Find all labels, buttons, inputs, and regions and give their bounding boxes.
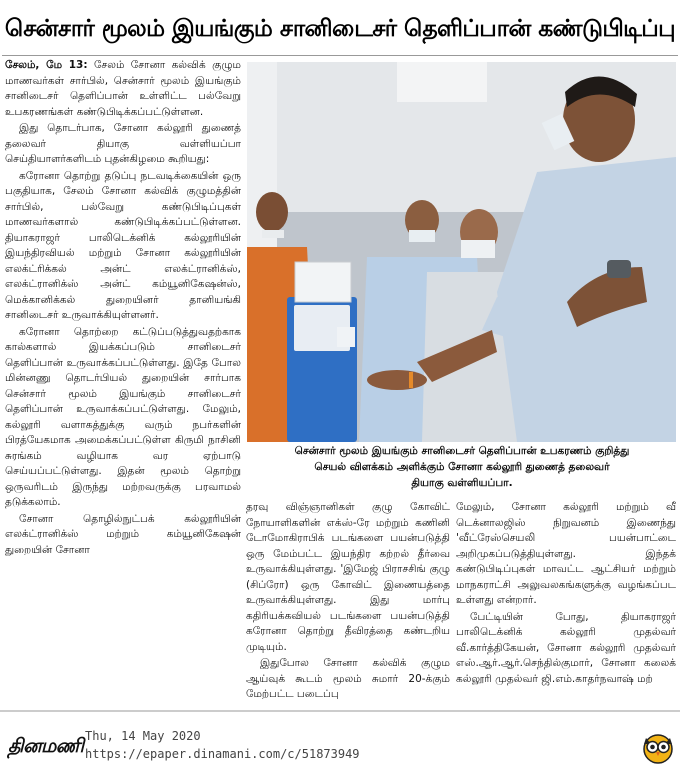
paragraph-3: கரோனா தொற்று தடுப்பு நடவடிக்கையின் ஒரு பகுதியாக, சேலம் சோனா கல்விக் குழுமத்தின் சார்பில், பல்வேறு கண்டுபிடிப்புகள் மாணவர்களால் கண்டுபிடிக்கப்பட்டுள்ளன. தியாகராஜர் பாலிடெக்னிக் கல்லூரியின் இயந்திரவியல் மற்றும் சோனா கல்லூரியின் எலக்ட்ரிக்கல் அன்ட் எலக்ட்ரானிக்ஸ், எலக்ட்ரானிக்ஸ் அன்ட் கம்யூனிகேஷன்ஸ், மெக்கானிக்கல் துறையினர் தானியங்கி சானிடைசர் உருவாக்கியுள்ளனர். (5, 169, 241, 321)
photo-caption (250, 443, 674, 495)
demo-scene-illustration (247, 62, 676, 442)
article-photo (247, 62, 676, 442)
paragraph-1 (5, 58, 241, 120)
dateline: சேலம், மே 13: (5, 59, 88, 71)
paragraph-6: தரவு விஞ்ஞானிகள் குழு கோவிட் நோயாளிகளின் எக்ஸ்-ரே மற்றும் கணினி டோமோகிராபிக் படங்களை பயன்படுத்தி ஒரு மேம்பட்ட இயந்திர கற்றல் தீர்வை உருவாக்கியுள்ளது. 'இமேஜ் பிராசசிங் குழு (சிப்ரோ) ஒரு கோவிட் இணையத்தை உருவாக்கியுள்ளது. இது மார்பு கதிரியக்கவியல் படங்களை பயன்படுத்தி கரோனா தொற்று தீவிரத்தை கண்டறிய முடியும். (246, 501, 450, 653)
paragraph-8: மேலும், சோனா கல்லூரி மற்றும் வீ டெக்னாலஜிஸ் நிறுவனம் இணைந்து 'வீட்ரேஸ்செயலி பயன்பாட்டை அறிமுகப்படுத்தியுள்ளது. இந்தக் கண்டுபிடிப்புகள் மாவட்ட ஆட்சியர் மற்றும் மாநகராட்சி அலுவலகங்களுக்கு வழங்கப்பட உள்ளது என்றார். (456, 501, 676, 606)
owl-icon (641, 728, 675, 764)
paragraph-9: பேட்டியின் போது, தியாகராஜர் பாலிடெக்னிக் கல்லூரி முதல்வர் வீ.கார்த்திகேயன், சோனா கல்லூரி முதல்வர் எஸ்.ஆர்.ஆர்.செந்தில்குமார், சோனா கலைக் கல்லூரி முதல்வர் ஜி.எம்.காதர்நவாஷ் மற் (456, 610, 676, 685)
article-column-2 (246, 500, 450, 706)
article-column-1 (5, 58, 241, 706)
paragraph-7: இதுபோல சோனா கல்விக் குழும ஆய்வுக் கூடம் மூலம் சுமார் 20-க்கும் மேற்பட்ட படைப்பு (246, 657, 450, 700)
caption-line-2: செயல் விளக்கம் அளிக்கும் சோனா கல்லூரி துணைத் தலைவர் (314, 461, 610, 473)
paragraph-2: இது தொடர்பாக, சோனா கல்லூரி துணைத் தலைவர் தியாகு வள்ளியப்பா செய்தியாளர்களிடம் புதன்கிழமை கூறியது: (5, 122, 241, 165)
caption-line-3: தியாகு வள்ளியப்பா. (411, 477, 513, 489)
footer-rule (0, 710, 680, 712)
paragraph-5: சோனா தொழில்நுட்பக் கல்லூரியின் எலக்ட்ரானிக்ஸ் மற்றும் கம்யூனிகேஷன் துறையின் சோனா (5, 512, 241, 556)
article-column-3 (456, 500, 676, 706)
headline-rule (2, 55, 678, 56)
caption-line-1: சென்சார் மூலம் இயங்கும் சானிடைசர் தெளிப்பான் உபகரணம் குறித்து (294, 445, 630, 457)
publication-date: Thu, 14 May 2020 (85, 729, 201, 743)
paragraph-4: கரோனா தொற்றை கட்டுப்படுத்துவதற்காக கால்களால் இயக்கப்படும் சானிடைசர் தெளிப்பான் உருவாக்கப்பட்டுள்ளது. இதே போல மின்னணு தொடர்பியல் துறையின் சார்பாக சென்சார் மூலம் இயங்கும் சானிடைசர் தெளிப்பான் உருவாக்கப்பட்டுள்ளது. மேலும், கல்லூரி வளாகத்துக்கு வரும் நபர்களின் பிரத்யேகமாக அமைக்கப்பட்டுள்ள கிருமி நாசினி சுரங்கம் வழியாக வர ஏற்பாடு செய்யப்பட்டுள்ளது. இதன் மூலம் தொற்று ஒருவரிடம் இருந்து மற்றவருக்கு பரவாமல் தடுக்கலாம். (5, 325, 241, 508)
headline: சென்சார் மூலம் இயங்கும் சானிடைசர் தெளிப்பான் கண்டுபிடிப்பு (4, 14, 676, 42)
dinamani-logo: தினமணி (8, 735, 84, 757)
epaper-link[interactable]: https://epaper.dinamani.com/c/51873949 (85, 747, 360, 761)
paragraph-1-text: சேலம் சோனா கல்விக் குழும மாணவர்கள் சார்பில், சென்சார் மூலம் இயங்கும் சானிடைசர் தெளிப்பான் உள்ளிட்ட பல்வேறு உபகரணங்கள் கண்டுபிடிக்கப்பட்டுள்ளன. (5, 59, 241, 118)
